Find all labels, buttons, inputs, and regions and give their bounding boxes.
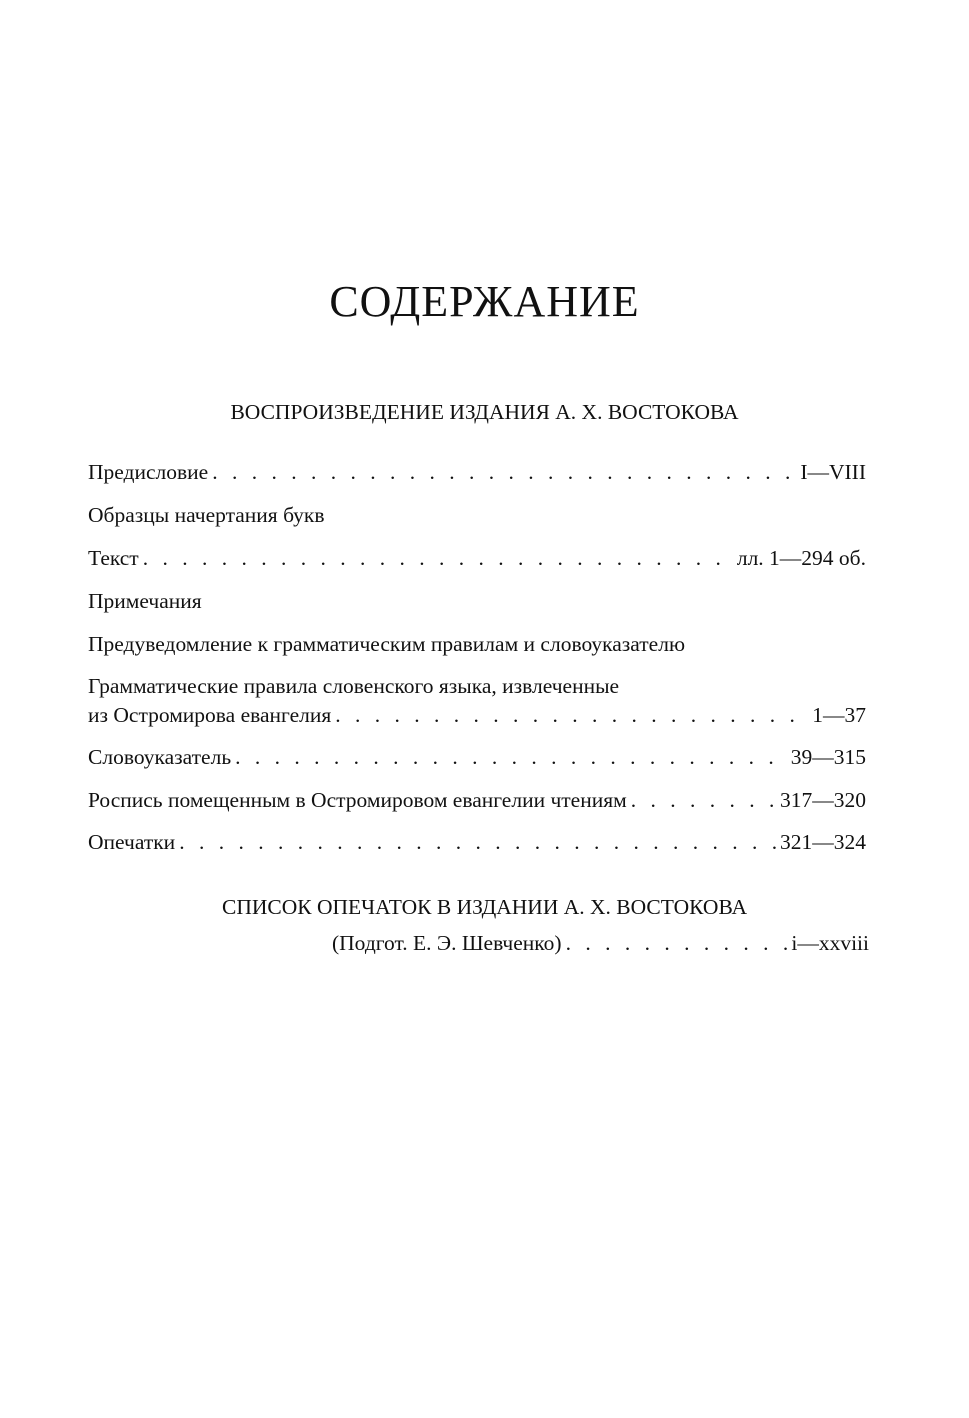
toc-entry-label: Роспись помещенным в Остромировом евангелии чтениям [88, 788, 627, 812]
toc-entry-label: Образцы начертания букв [88, 503, 325, 527]
toc-entry-text [88, 544, 866, 572]
section-heading-reproduction: ВОСПРОИЗВЕДЕНИЕ ИЗДАНИЯ А. Х. ВОСТОКОВА [230, 400, 739, 424]
toc-entry-pages: 39—315 [790, 745, 866, 769]
dot-leader [235, 743, 787, 771]
toc-entry-label: Примечания [88, 589, 202, 613]
dot-leader [335, 701, 808, 729]
dot-leader [212, 458, 796, 486]
toc-entry-label: (Подгот. Е. Э. Шевченко) [332, 931, 562, 955]
toc-entry-pages: i—xxviii [791, 931, 869, 955]
toc-entry-pages: I—VIII [800, 460, 866, 484]
toc-entry-grammar-rules-line1 [88, 672, 866, 700]
toc-entry-label: Опечатки [88, 830, 176, 854]
toc-entry-label: Словоуказатель [88, 745, 232, 769]
section-heading-errata-list: СПИСОК ОПЕЧАТОК В ИЗДАНИИ А. Х. ВОСТОКОВА [222, 895, 747, 919]
page-title: СОДЕРЖАНИЕ [329, 277, 640, 326]
toc-entry-preface [88, 458, 866, 486]
dot-leader [143, 544, 733, 572]
toc-entry-readings-list [88, 786, 866, 814]
toc-entry-foreword [88, 630, 866, 658]
toc-entry-pages: 1—37 [812, 703, 866, 727]
toc-entry-letter-samples [88, 501, 866, 529]
toc-entry-errata-list-editor [332, 929, 869, 957]
toc-entry-label: из Остромирова евангелия [88, 703, 332, 727]
toc-entry-errata [88, 828, 866, 856]
dot-leader [566, 929, 788, 957]
toc-entry-pages: 321—324 [780, 830, 866, 854]
toc-entry-grammar-rules-line2 [88, 701, 866, 729]
toc-entry-word-index [88, 743, 866, 771]
dot-leader [631, 786, 776, 814]
toc-entry-label: Грамматические правила словенского языка, извлеченные [88, 674, 620, 698]
dot-leader [179, 828, 776, 856]
toc-entry-label: Предисловие [88, 460, 209, 484]
toc-entry-label: Предуведомление к грамматическим правилам и словоуказателю [88, 632, 686, 656]
toc-entry-pages: лл. 1—294 об. [736, 546, 866, 570]
toc-entry-label: Текст [88, 546, 139, 570]
toc-entry-notes [88, 587, 866, 615]
toc-entry-pages: 317—320 [780, 788, 866, 812]
